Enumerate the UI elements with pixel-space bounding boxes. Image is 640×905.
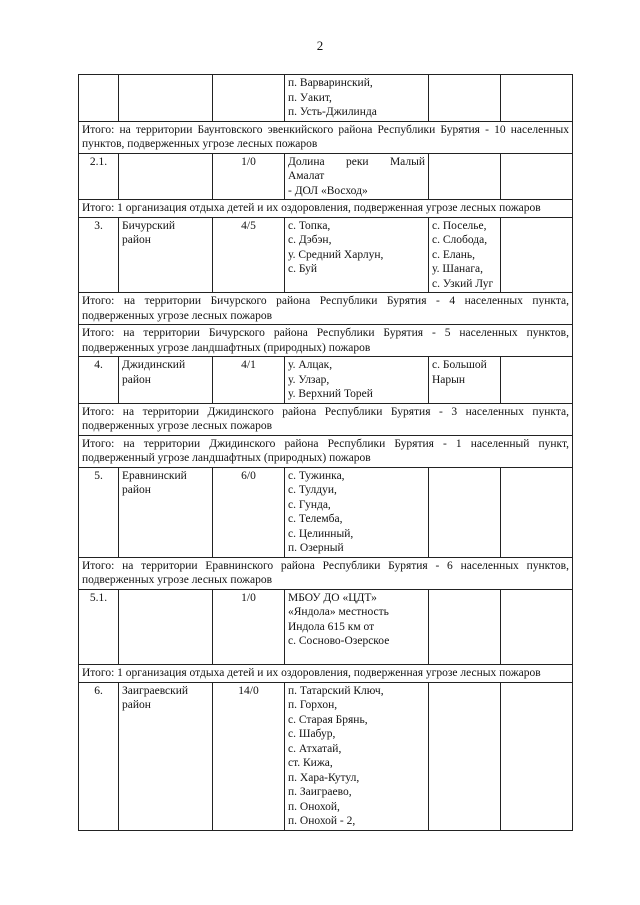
- settlement-line: Нарын: [432, 373, 466, 386]
- district-name-line: Заиграевский: [122, 684, 189, 697]
- district-cell: [119, 153, 213, 200]
- forest-fire-settlements-cell: [285, 75, 429, 122]
- settlement-line: у. Улзар,: [288, 373, 330, 386]
- forest-fire-settlements-cell: [285, 357, 429, 404]
- settlement-line: с. Гунда,: [288, 498, 331, 511]
- landscape-fire-settlements-cell: [429, 467, 501, 557]
- settlement-line: у. Средний Харлун,: [288, 248, 384, 261]
- summary-text: Итого: на территории Джидинского района Республики Бурятия - 1 населенный пункт, подверженный угрозе ландшафтных (природных) пожаров: [79, 435, 573, 467]
- settlement-line: с. Сосново-Озерское: [288, 635, 390, 647]
- settlement-line: «Яндола» местность: [288, 606, 389, 618]
- row-number-cell: 2.1.: [79, 153, 119, 200]
- row-number-cell: [79, 75, 119, 122]
- forest-fire-settlements-cell: [285, 682, 429, 830]
- count-cell: 6/0: [213, 467, 285, 557]
- settlement-line: [288, 649, 425, 664]
- settlement-line: п. Онохой,: [288, 800, 340, 813]
- summary-text: Итого: на территории Бичурского района Республики Бурятия - 5 населенных пунктов, подверженных угрозе ландшафтных (природных) пожаров: [79, 325, 573, 357]
- settlement-line: п. Хара-Кутул,: [288, 771, 360, 784]
- settlement-line: у. Шанага,: [432, 263, 484, 275]
- district-cell: [119, 589, 213, 665]
- settlement-line: Амалат: [288, 170, 325, 182]
- count-cell: [213, 75, 285, 122]
- district-name-line: район: [122, 373, 151, 386]
- row-number-cell: 4.: [79, 357, 119, 404]
- district-cell: [119, 682, 213, 830]
- settlement-line: Долина реки Малый: [288, 155, 425, 168]
- settlement-line: с. Узкий Луг: [432, 277, 494, 290]
- count-cell: 4/5: [213, 217, 285, 293]
- table-row: [79, 467, 573, 557]
- district-name-line: район: [122, 484, 151, 496]
- summary-text: Итого: 1 организация отдыха детей и их оздоровления, подверженная угрозе лесных пожаров: [79, 665, 573, 683]
- empty-cell: [501, 153, 573, 200]
- district-cell: [119, 357, 213, 404]
- summary-text: Итого: на территории Бичурского района Республики Бурятия - 4 населенных пункта, подверженных угрозе лесных пожаров: [79, 293, 573, 325]
- summary-text: Итого: на территории Еравнинского района Республики Бурятия - 6 населенных пунктов, подверженных угрозе лесных пожаров: [79, 557, 573, 589]
- settlement-line: с. Большой: [432, 359, 487, 371]
- summary-row: [79, 200, 573, 218]
- settlement-line: с. Тулдуи,: [288, 484, 337, 496]
- forest-fire-settlements-cell: [285, 153, 429, 200]
- settlement-line: с. Старая Брянь,: [288, 713, 368, 726]
- settlement-line: с. Слобода,: [432, 234, 488, 246]
- table-row: [79, 589, 573, 665]
- page-number: 2: [316, 38, 324, 53]
- summary-row: [79, 435, 573, 467]
- settlement-line: п. Татарский Ключ,: [288, 684, 384, 697]
- settlement-line: с. Топка,: [288, 219, 331, 232]
- empty-cell: [501, 589, 573, 665]
- row-number-cell: 6.: [79, 682, 119, 830]
- settlement-line: у. Алцак,: [288, 359, 333, 371]
- forest-fire-settlements-cell: [285, 217, 429, 293]
- summary-row: [79, 121, 573, 153]
- row-number-cell: 5.1.: [79, 589, 119, 665]
- summary-row: [79, 293, 573, 325]
- row-number-cell: 3.: [79, 217, 119, 293]
- settlement-line: п. Онохой - 2,: [288, 815, 356, 827]
- table-row: [79, 75, 573, 122]
- summary-row: [79, 325, 573, 357]
- settlement-line: с. Поселье,: [432, 219, 487, 232]
- summary-row: [79, 665, 573, 683]
- table-body: [79, 75, 573, 831]
- settlement-line: с. Елань,: [432, 248, 475, 261]
- count-cell: 1/0: [213, 153, 285, 200]
- district-name-line: район: [122, 699, 151, 711]
- landscape-fire-settlements-cell: [429, 153, 501, 200]
- settlement-line: ст. Кижа,: [288, 757, 333, 769]
- summary-row: [79, 557, 573, 589]
- settlement-line: п. Заиграево,: [288, 786, 352, 798]
- settlement-line: Индола 615 км от: [288, 620, 375, 633]
- settlement-line: п. Горхон,: [288, 699, 338, 711]
- empty-cell: [501, 357, 573, 404]
- settlement-line: п. Озерный: [288, 542, 344, 554]
- summary-text: Итого: на территории Баунтовского эвенкийского района Республики Бурятия - 10 населенных пунктов, подверженных угрозе лесных пожаров: [79, 121, 573, 153]
- landscape-fire-settlements-cell: [429, 682, 501, 830]
- district-name-line: район: [122, 234, 151, 246]
- settlement-line: с. Атхатай,: [288, 742, 342, 755]
- empty-cell: [501, 682, 573, 830]
- landscape-fire-settlements-cell: [429, 75, 501, 122]
- table-row: [79, 217, 573, 293]
- settlement-line: - ДОЛ «Восход»: [288, 184, 368, 197]
- empty-cell: [501, 217, 573, 293]
- table-row: [79, 357, 573, 404]
- settlement-line: с. Телемба,: [288, 513, 343, 525]
- district-name-line: Бичурский: [122, 219, 176, 232]
- settlement-line: п. Уакит,: [288, 91, 332, 104]
- landscape-fire-settlements-cell: [429, 589, 501, 665]
- settlement-line: с. Целинный,: [288, 527, 354, 540]
- landscape-fire-settlements-cell: [429, 217, 501, 293]
- settlement-line: у. Верхний Торей: [288, 388, 373, 400]
- settlement-line: с. Тужинка,: [288, 469, 345, 482]
- count-cell: 14/0: [213, 682, 285, 830]
- summary-row: [79, 403, 573, 435]
- table-row: [79, 153, 573, 200]
- count-cell: 4/1: [213, 357, 285, 404]
- settlement-line: с. Буй: [288, 263, 318, 275]
- forest-fire-settlements-cell: [285, 589, 429, 665]
- summary-text: Итого: 1 организация отдыха детей и их оздоровления, подверженная угрозе лесных пожаров: [79, 200, 573, 218]
- count-cell: 1/0: [213, 589, 285, 665]
- settlement-line: п. Усть-Джилинда: [288, 106, 377, 118]
- forest-fire-settlements-cell: [285, 467, 429, 557]
- summary-text: Итого: на территории Джидинского района Республики Бурятия - 3 населенных пункта, подверженных угрозе лесных пожаров: [79, 403, 573, 435]
- district-cell: [119, 467, 213, 557]
- settlement-line: с. Дэбэн,: [288, 234, 332, 246]
- district-name-line: Джидинский: [122, 359, 186, 371]
- settlement-line: МБОУ ДО «ЦДТ»: [288, 591, 377, 604]
- district-cell: [119, 217, 213, 293]
- table-row: [79, 682, 573, 830]
- settlement-line: с. Шабур,: [288, 728, 336, 740]
- settlements-table: [78, 74, 573, 831]
- district-cell: [119, 75, 213, 122]
- row-number-cell: 5.: [79, 467, 119, 557]
- empty-cell: [501, 75, 573, 122]
- settlement-line: п. Варваринский,: [288, 77, 373, 89]
- district-name-line: Еравнинский: [122, 469, 187, 482]
- landscape-fire-settlements-cell: [429, 357, 501, 404]
- empty-cell: [501, 467, 573, 557]
